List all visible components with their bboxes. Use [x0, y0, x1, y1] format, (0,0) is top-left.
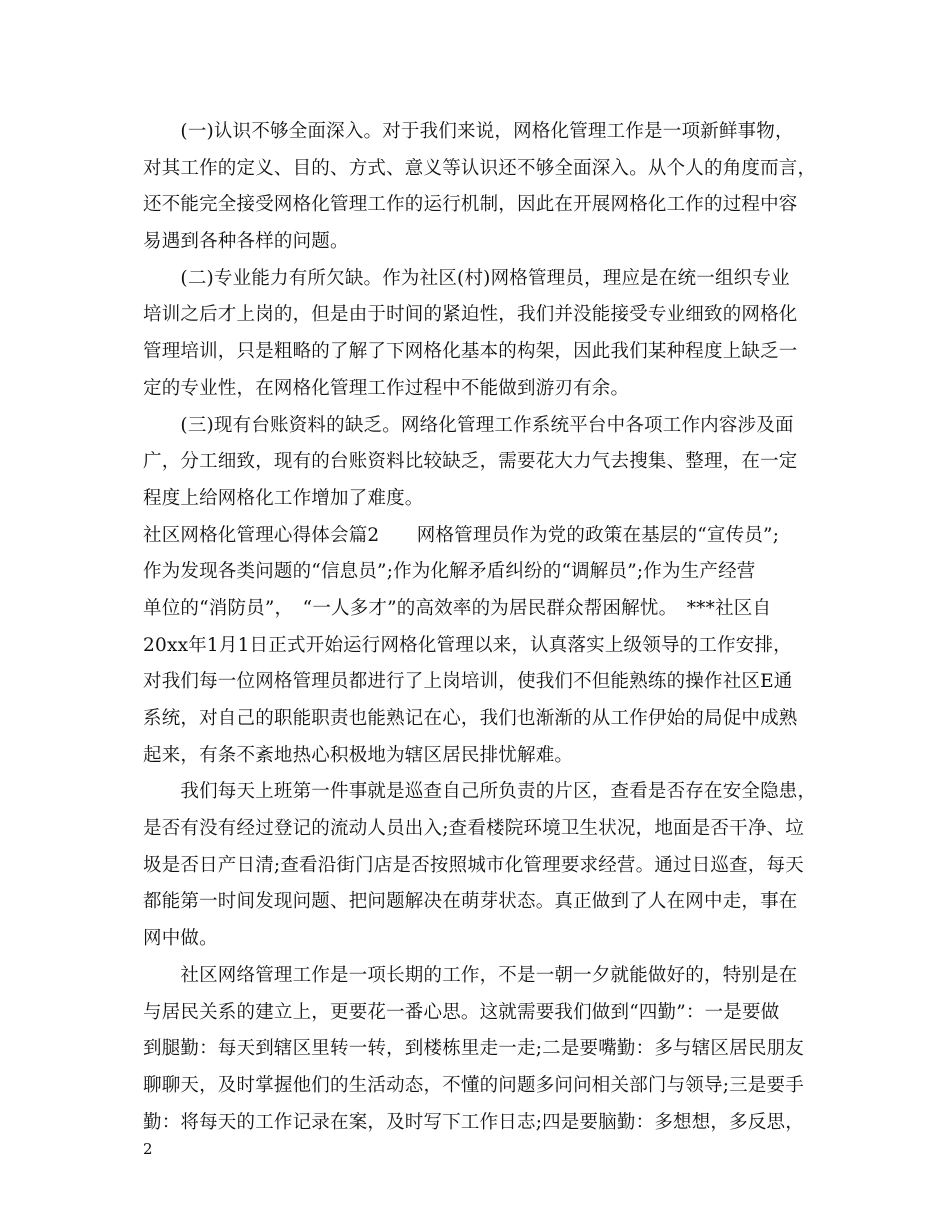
text-line: 我们每天上班第一件事就是巡查自己所负责的片区，查看是否存在安全隐患， [143, 781, 817, 803]
text-line: 定的专业性，在网格化管理工作过程中不能做到游刃有余。 [143, 377, 630, 399]
text-line: 管理培训，只是粗略的了解了下网格化基本的构架，因此我们某种程度上缺乏一 [143, 341, 798, 363]
text-line: 作为发现各类问题的“信息员”;作为化解矛盾纠纷的“调解员”;作为生产经营 [143, 561, 756, 583]
page-number: 2 [143, 1140, 153, 1158]
text-line: 系统，对自己的职能职责也能熟记在心，我们也渐渐的从工作伊始的局促中成熟 [143, 708, 798, 729]
document-body [143, 114, 815, 1141]
text-line: 都能第一时间发现问题、把问题解决在萌芽状态。真正做到了人在网中走，事在 [143, 891, 798, 913]
text-line: 社区网格化管理心得体会篇2 网格管理员作为党的政策在基层的“宣传员”; [143, 524, 780, 546]
text-line: 还不能完全接受网格化管理工作的运行机制，因此在开展网格化工作的过程中容 [143, 194, 798, 216]
text-line: 圾是否日产日清;查看沿街门店是否按照城市化管理要求经营。通过日巡查，每天 [143, 854, 804, 876]
text-line: 20xx年1月1日正式开始运行网格化管理以来，认真落实上级领导的工作安排， [143, 634, 792, 656]
text-line: (二)专业能力有所欠缺。作为社区(村)网格管理员，理应是在统一组织专业 [143, 267, 790, 289]
text-line: 培训之后才上岗的，但是由于时间的紧迫性，我们并没能接受专业细致的网格化 [143, 304, 798, 326]
text-line: 程度上给网格化工作增加了难度。 [143, 487, 424, 509]
text-line: 起来，有条不紊地热心积极地为辖区居民排忧解难。 [143, 744, 574, 766]
text-line: (一)认识不够全面深入。对于我们来说，网格化管理工作是一项新鲜事物， [143, 121, 794, 142]
text-line: 与居民关系的建立上，更要花一番心思。这就需要我们做到“四勤”：一是要做 [143, 1001, 780, 1023]
text-line: 社区网络管理工作是一项长期的工作，不是一朝一夕就能做好的，特别是在 [143, 964, 798, 986]
text-line: 对我们每一位网格管理员都进行了上岗培训，使我们不但能熟练的操作社区E通 [143, 671, 793, 693]
text-line: 是否有没有经过登记的流动人员出入;查看楼院环境卫生状况，地面是否干净、垃 [143, 818, 804, 840]
text-line: (三)现有台账资料的缺乏。网络化管理工作系统平台中各项工作内容涉及面 [143, 414, 794, 436]
text-line: 易遇到各种各样的问题。 [143, 231, 349, 253]
text-line: 勤：将每天的工作记录在案，及时写下工作日志;四是要脑勤：多想想，多反思， [143, 1111, 804, 1133]
text-line: 广，分工细致，现有的台账资料比较缺乏，需要花大力气去搜集、整理，在一定 [143, 451, 798, 473]
text-line: 对其工作的定义、目的、方式、意义等认识还不够全面深入。从个人的角度而言， [143, 157, 817, 179]
text-line: 单位的“消防员”， “一人多才”的高效率的为居民群众帮困解忧。 ***社区自 [143, 597, 772, 619]
text-line: 聊聊天，及时掌握他们的生活动态，不懂的问题多问问相关部门与领导;三是要手 [143, 1074, 804, 1096]
text-line: 网中做。 [143, 928, 218, 950]
text-line: 到腿勤：每天到辖区里转一转，到楼栋里走一走;二是要嘴勤：多与辖区居民朋友 [143, 1038, 804, 1060]
